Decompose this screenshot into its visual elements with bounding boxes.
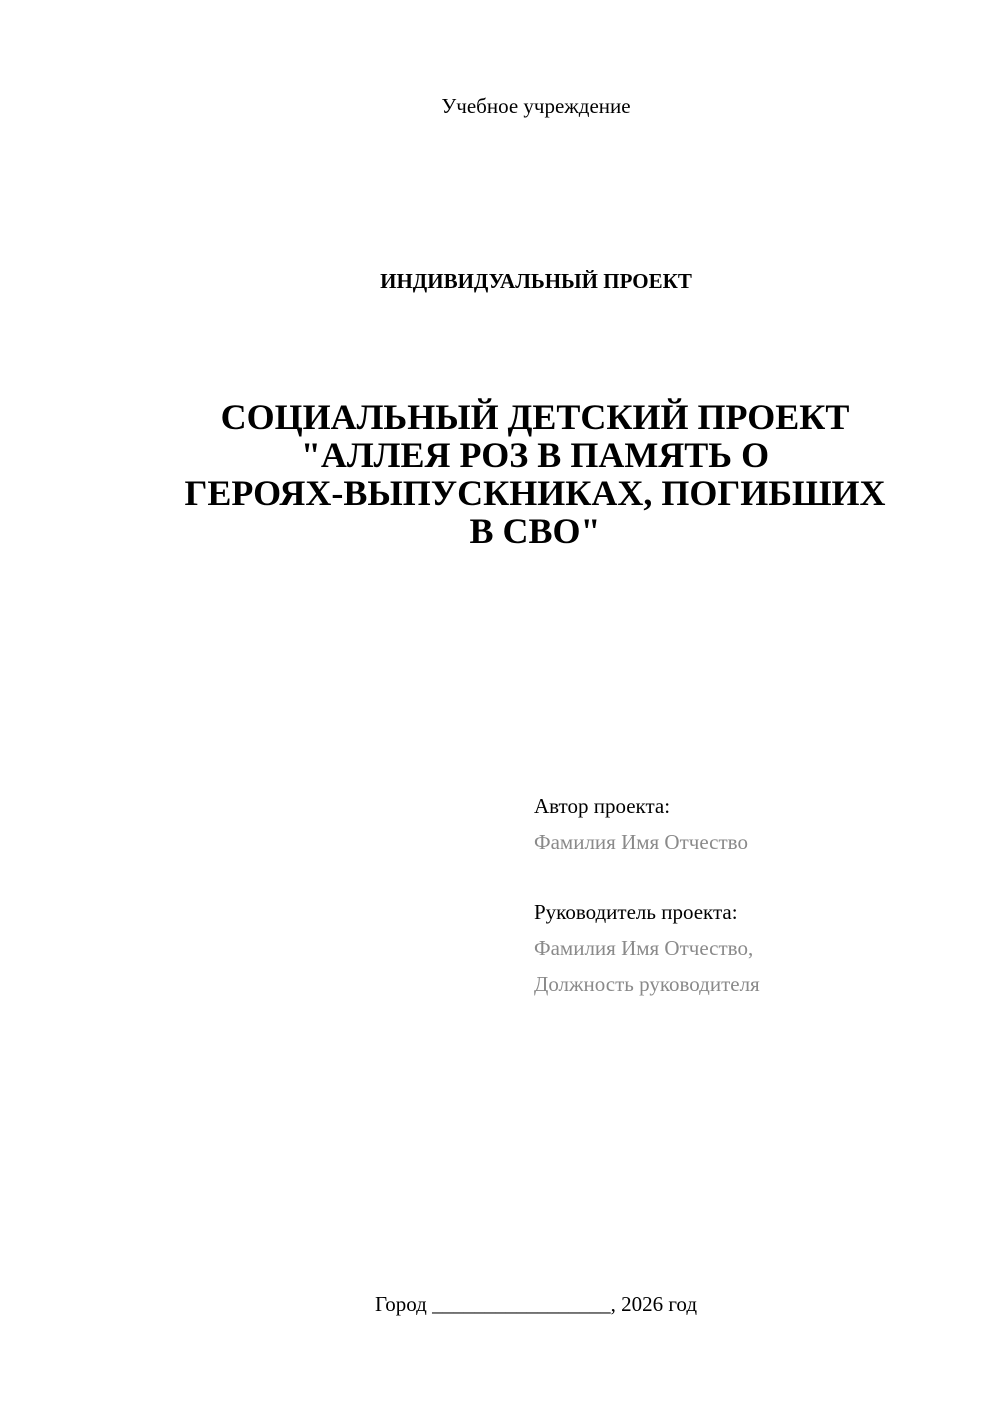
author-name: Фамилия Имя Отчество (534, 830, 748, 854)
supervisor-label: Руководитель проекта: (534, 900, 738, 924)
supervisor-name: Фамилия Имя Отчество, (534, 936, 754, 960)
supervisor-position: Должность руководителя (534, 972, 760, 996)
credits-block (534, 788, 974, 1002)
project-title-line-4: В СВО" (469, 511, 601, 551)
credits-spacer (534, 860, 974, 894)
city-year-line: Город _________________, 2026 год (374, 1292, 698, 1316)
project-title-line-1: СОЦИАЛЬНЫЙ ДЕТСКИЙ ПРОЕКТ (220, 397, 850, 437)
project-title-line-3: ГЕРОЯХ-ВЫПУСКНИКАХ, ПОГИБШИХ (184, 473, 886, 513)
institution-name: Учебное учреждение (441, 94, 631, 118)
project-title (140, 398, 930, 550)
author-label: Автор проекта: (534, 794, 671, 818)
project-type-heading: ИНДИВИДУАЛЬНЫЙ ПРОЕКТ (380, 269, 692, 293)
project-title-line-2: "АЛЛЕЯ РОЗ В ПАМЯТЬ О (300, 435, 770, 475)
